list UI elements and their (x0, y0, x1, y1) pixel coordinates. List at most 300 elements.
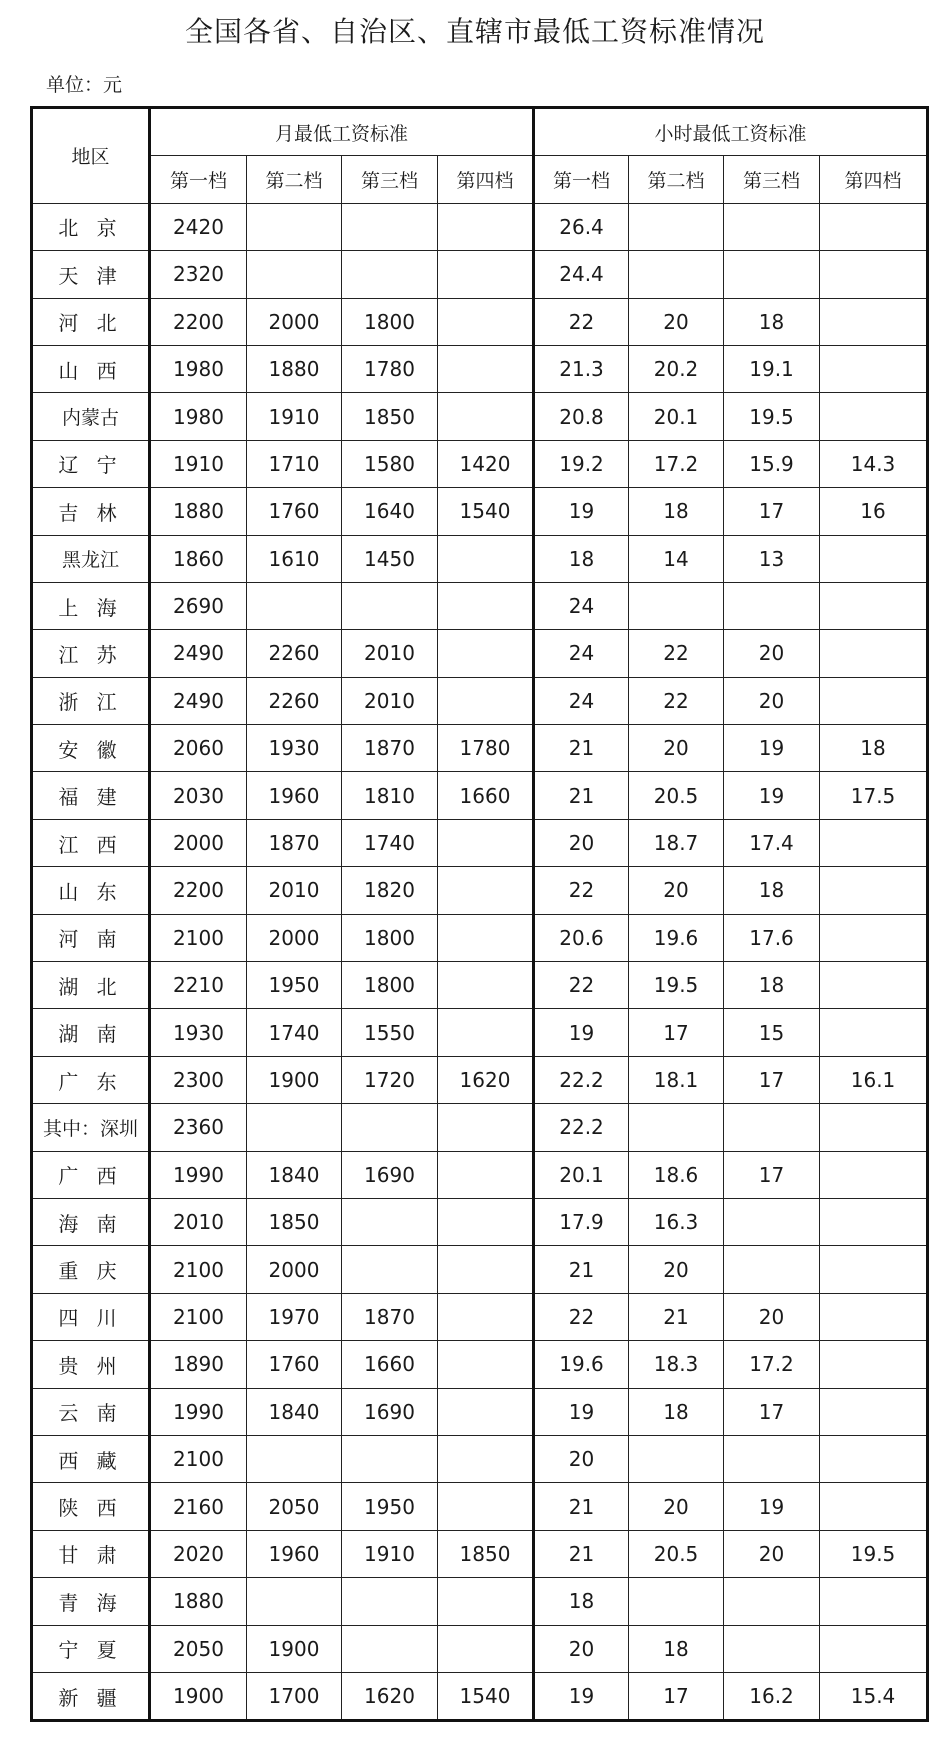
monthly-tier-1-cell: 2490 (150, 677, 247, 724)
hourly-tier-3-cell: 17.6 (724, 914, 820, 961)
monthly-tier-1-cell: 2100 (150, 1293, 247, 1340)
monthly-tier-4-cell (438, 203, 534, 250)
table-row (32, 1530, 928, 1577)
table-row (32, 914, 928, 961)
monthly-tier-3-cell: 1640 (342, 488, 438, 535)
monthly-tier-1-cell: 2210 (150, 962, 247, 1009)
hourly-tier-3-cell (724, 1198, 820, 1245)
hourly-tier-1-cell: 18 (534, 535, 629, 582)
monthly-tier-3-cell: 1550 (342, 1009, 438, 1056)
monthly-tier-2-cell: 2000 (247, 1246, 342, 1293)
region-cell: 贵 州 (32, 1341, 150, 1388)
monthly-tier-2-cell: 2000 (247, 298, 342, 345)
monthly-tier-1-cell: 2100 (150, 914, 247, 961)
header-row-top (32, 108, 928, 156)
monthly-tier-2-cell (247, 1104, 342, 1151)
monthly-tier-3-cell: 1870 (342, 725, 438, 772)
region-cell: 江 西 (32, 819, 150, 866)
region-cell: 湖 北 (32, 962, 150, 1009)
page-title: 全国各省、自治区、直辖市最低工资标准情况 (184, 15, 765, 48)
table-row (32, 298, 928, 345)
hourly-tier-4-cell (820, 1435, 928, 1482)
region-cell: 其中：深圳 (32, 1104, 150, 1151)
hourly-tier-4-cell (820, 1246, 928, 1293)
monthly-tier-4-cell (438, 1293, 534, 1340)
monthly-tier-1-cell: 2100 (150, 1435, 247, 1482)
monthly-tier-2-cell: 2260 (247, 677, 342, 724)
monthly-tier-1-cell: 2300 (150, 1056, 247, 1103)
hourly-tier-4-cell (820, 535, 928, 582)
monthly-tier-3-cell (342, 1435, 438, 1482)
hourly-tier-1-cell: 22 (534, 962, 629, 1009)
table-row (32, 1009, 928, 1056)
monthly-tier-3-cell: 1820 (342, 867, 438, 914)
hourly-tier-3-cell (724, 1246, 820, 1293)
hourly-tier-2-cell: 20 (629, 298, 724, 345)
hourly-tier-1-cell: 21 (534, 772, 629, 819)
hourly-tier-4-cell (820, 1341, 928, 1388)
hourly-tier-2-cell: 20.1 (629, 393, 724, 440)
hourly-tier-4-cell: 17.5 (820, 772, 928, 819)
hourly-tier-1-cell: 19 (534, 1388, 629, 1435)
hourly-tier-2-cell: 18 (629, 1388, 724, 1435)
monthly-tier-1-cell: 2320 (150, 251, 247, 298)
table-row (32, 1388, 928, 1435)
hourly-tier-2-cell: 18.1 (629, 1056, 724, 1103)
table-row (32, 440, 928, 487)
monthly-tier-3-cell: 1450 (342, 535, 438, 582)
hourly-tier-2-cell (629, 1435, 724, 1482)
hourly-tier-1-cell: 20.1 (534, 1151, 629, 1198)
hourly-tier-4-cell (820, 914, 928, 961)
monthly-tier-3-cell: 1850 (342, 393, 438, 440)
hourly-tier-3-cell: 18 (724, 298, 820, 345)
region-cell: 天 津 (32, 251, 150, 298)
monthly-tier-4-cell (438, 1625, 534, 1672)
region-cell: 湖 南 (32, 1009, 150, 1056)
monthly-tier-3-cell: 1870 (342, 1293, 438, 1340)
header-monthly-tier-3: 第三档 (342, 156, 438, 203)
monthly-tier-3-cell: 1910 (342, 1530, 438, 1577)
hourly-tier-4-cell (820, 298, 928, 345)
hourly-tier-3-cell: 17 (724, 1056, 820, 1103)
hourly-tier-1-cell: 24 (534, 677, 629, 724)
monthly-tier-3-cell: 1950 (342, 1483, 438, 1530)
hourly-tier-2-cell (629, 203, 724, 250)
monthly-tier-1-cell: 2200 (150, 298, 247, 345)
header-monthly-tier-4: 第四档 (438, 156, 534, 203)
monthly-tier-2-cell (247, 203, 342, 250)
hourly-tier-3-cell (724, 582, 820, 629)
monthly-tier-4-cell (438, 677, 534, 724)
monthly-tier-1-cell: 1930 (150, 1009, 247, 1056)
region-cell: 吉 林 (32, 488, 150, 535)
table-row (32, 1625, 928, 1672)
monthly-tier-4-cell (438, 1246, 534, 1293)
hourly-tier-1-cell: 19 (534, 1009, 629, 1056)
region-cell: 青 海 (32, 1578, 150, 1625)
hourly-tier-1-cell: 19.2 (534, 440, 629, 487)
monthly-tier-1-cell: 1880 (150, 1578, 247, 1625)
hourly-tier-3-cell (724, 203, 820, 250)
monthly-tier-2-cell: 2260 (247, 630, 342, 677)
hourly-tier-1-cell: 22 (534, 1293, 629, 1340)
hourly-tier-4-cell (820, 1198, 928, 1245)
hourly-tier-3-cell: 18 (724, 962, 820, 1009)
monthly-tier-2-cell: 2050 (247, 1483, 342, 1530)
table-row (32, 582, 928, 629)
hourly-tier-3-cell (724, 1435, 820, 1482)
hourly-tier-4-cell (820, 1388, 928, 1435)
monthly-tier-4-cell (438, 393, 534, 440)
table-row (32, 725, 928, 772)
hourly-tier-4-cell (820, 345, 928, 392)
table-row (32, 819, 928, 866)
hourly-tier-2-cell: 20.2 (629, 345, 724, 392)
region-cell: 河 南 (32, 914, 150, 961)
hourly-tier-2-cell: 20 (629, 1246, 724, 1293)
monthly-tier-4-cell (438, 914, 534, 961)
monthly-tier-2-cell (247, 1578, 342, 1625)
hourly-tier-1-cell: 21 (534, 1483, 629, 1530)
table-row (32, 1151, 928, 1198)
monthly-tier-2-cell: 1760 (247, 1341, 342, 1388)
monthly-tier-4-cell (438, 1341, 534, 1388)
monthly-tier-2-cell (247, 251, 342, 298)
hourly-tier-2-cell (629, 1578, 724, 1625)
monthly-tier-1-cell: 2420 (150, 203, 247, 250)
monthly-tier-3-cell: 1720 (342, 1056, 438, 1103)
monthly-tier-4-cell (438, 1435, 534, 1482)
header-row-tiers (32, 156, 928, 203)
hourly-tier-3-cell: 17.4 (724, 819, 820, 866)
monthly-tier-3-cell (342, 1625, 438, 1672)
hourly-tier-1-cell: 21 (534, 1530, 629, 1577)
table-row (32, 1341, 928, 1388)
hourly-tier-1-cell: 20.6 (534, 914, 629, 961)
monthly-tier-3-cell: 2010 (342, 677, 438, 724)
monthly-tier-1-cell: 1990 (150, 1388, 247, 1435)
hourly-tier-3-cell: 17 (724, 1151, 820, 1198)
monthly-tier-2-cell: 1960 (247, 1530, 342, 1577)
monthly-tier-3-cell: 1740 (342, 819, 438, 866)
table-row (32, 1246, 928, 1293)
hourly-tier-1-cell: 22.2 (534, 1104, 629, 1151)
hourly-tier-4-cell: 14.3 (820, 440, 928, 487)
region-cell: 河 北 (32, 298, 150, 345)
region-cell: 江 苏 (32, 630, 150, 677)
region-cell: 四 川 (32, 1293, 150, 1340)
hourly-tier-4-cell (820, 1625, 928, 1672)
monthly-tier-1-cell: 2690 (150, 582, 247, 629)
monthly-tier-2-cell: 1970 (247, 1293, 342, 1340)
hourly-tier-3-cell: 20 (724, 1293, 820, 1340)
monthly-tier-2-cell: 2010 (247, 867, 342, 914)
hourly-tier-4-cell (820, 582, 928, 629)
header-hourly-tier-4: 第四档 (820, 156, 928, 203)
hourly-tier-2-cell: 18.6 (629, 1151, 724, 1198)
monthly-tier-1-cell: 1890 (150, 1341, 247, 1388)
monthly-tier-1-cell: 2200 (150, 867, 247, 914)
hourly-tier-3-cell: 17.2 (724, 1341, 820, 1388)
monthly-tier-3-cell (342, 1104, 438, 1151)
hourly-tier-3-cell (724, 1578, 820, 1625)
table-row (32, 1578, 928, 1625)
monthly-tier-2-cell: 1880 (247, 345, 342, 392)
hourly-tier-2-cell: 16.3 (629, 1198, 724, 1245)
monthly-tier-4-cell (438, 1009, 534, 1056)
table-row (32, 1198, 928, 1245)
monthly-tier-4-cell (438, 298, 534, 345)
header-monthly: 月最低工资标准 (150, 108, 534, 156)
monthly-tier-1-cell: 2100 (150, 1246, 247, 1293)
monthly-tier-2-cell (247, 582, 342, 629)
table-row (32, 677, 928, 724)
monthly-tier-1-cell: 2010 (150, 1198, 247, 1245)
table-row (32, 962, 928, 1009)
monthly-tier-1-cell: 2160 (150, 1483, 247, 1530)
monthly-tier-1-cell: 1880 (150, 488, 247, 535)
monthly-tier-3-cell: 1690 (342, 1151, 438, 1198)
monthly-tier-3-cell: 1800 (342, 298, 438, 345)
table-body (32, 203, 928, 1721)
hourly-tier-1-cell: 24 (534, 630, 629, 677)
monthly-tier-1-cell: 2030 (150, 772, 247, 819)
monthly-tier-4-cell: 1540 (438, 488, 534, 535)
hourly-tier-2-cell: 20.5 (629, 772, 724, 819)
hourly-tier-1-cell: 21.3 (534, 345, 629, 392)
hourly-tier-3-cell (724, 1625, 820, 1672)
region-cell: 新 疆 (32, 1672, 150, 1720)
region-cell: 浙 江 (32, 677, 150, 724)
hourly-tier-1-cell: 20 (534, 1435, 629, 1482)
hourly-tier-4-cell (820, 962, 928, 1009)
hourly-tier-2-cell: 18.3 (629, 1341, 724, 1388)
hourly-tier-2-cell (629, 251, 724, 298)
region-cell: 云 南 (32, 1388, 150, 1435)
monthly-tier-4-cell (438, 1104, 534, 1151)
hourly-tier-3-cell: 20 (724, 1530, 820, 1577)
hourly-tier-4-cell (820, 630, 928, 677)
monthly-tier-3-cell: 1780 (342, 345, 438, 392)
header-hourly-tier-3: 第三档 (724, 156, 820, 203)
monthly-tier-4-cell (438, 630, 534, 677)
monthly-tier-4-cell (438, 819, 534, 866)
hourly-tier-4-cell: 16 (820, 488, 928, 535)
hourly-tier-4-cell (820, 393, 928, 440)
monthly-tier-1-cell: 1910 (150, 440, 247, 487)
monthly-tier-2-cell: 1700 (247, 1672, 342, 1720)
hourly-tier-2-cell (629, 1104, 724, 1151)
region-cell: 重 庆 (32, 1246, 150, 1293)
hourly-tier-1-cell: 19 (534, 1672, 629, 1720)
table-row (32, 630, 928, 677)
hourly-tier-2-cell: 19.6 (629, 914, 724, 961)
hourly-tier-1-cell: 22.2 (534, 1056, 629, 1103)
region-cell: 广 西 (32, 1151, 150, 1198)
monthly-tier-3-cell (342, 203, 438, 250)
header-region: 地区 (32, 108, 150, 204)
region-cell: 甘 肃 (32, 1530, 150, 1577)
monthly-tier-2-cell: 1840 (247, 1388, 342, 1435)
hourly-tier-2-cell: 17 (629, 1009, 724, 1056)
monthly-tier-3-cell: 1800 (342, 962, 438, 1009)
monthly-tier-3-cell: 1660 (342, 1341, 438, 1388)
hourly-tier-2-cell: 18 (629, 488, 724, 535)
monthly-tier-4-cell (438, 1578, 534, 1625)
hourly-tier-4-cell (820, 1483, 928, 1530)
monthly-tier-2-cell: 1960 (247, 772, 342, 819)
hourly-tier-4-cell (820, 867, 928, 914)
hourly-tier-2-cell (629, 582, 724, 629)
hourly-tier-1-cell: 17.9 (534, 1198, 629, 1245)
region-cell: 内蒙古 (32, 393, 150, 440)
region-cell: 西 藏 (32, 1435, 150, 1482)
hourly-tier-4-cell (820, 677, 928, 724)
monthly-tier-2-cell: 1760 (247, 488, 342, 535)
hourly-tier-4-cell (820, 1293, 928, 1340)
hourly-tier-4-cell (820, 251, 928, 298)
hourly-tier-2-cell: 17 (629, 1672, 724, 1720)
table-row (32, 1672, 928, 1720)
monthly-tier-3-cell: 1800 (342, 914, 438, 961)
monthly-tier-2-cell: 2000 (247, 914, 342, 961)
monthly-tier-4-cell (438, 345, 534, 392)
monthly-tier-3-cell (342, 1198, 438, 1245)
hourly-tier-4-cell: 19.5 (820, 1530, 928, 1577)
hourly-tier-4-cell (820, 1009, 928, 1056)
hourly-tier-2-cell: 17.2 (629, 440, 724, 487)
hourly-tier-4-cell (820, 819, 928, 866)
monthly-tier-1-cell: 2490 (150, 630, 247, 677)
monthly-tier-3-cell: 1580 (342, 440, 438, 487)
monthly-tier-2-cell: 1850 (247, 1198, 342, 1245)
region-cell: 陕 西 (32, 1483, 150, 1530)
hourly-tier-3-cell (724, 1104, 820, 1151)
monthly-tier-2-cell: 1740 (247, 1009, 342, 1056)
monthly-tier-1-cell: 2050 (150, 1625, 247, 1672)
hourly-tier-3-cell: 13 (724, 535, 820, 582)
monthly-tier-3-cell (342, 1246, 438, 1293)
monthly-tier-1-cell: 1860 (150, 535, 247, 582)
hourly-tier-3-cell: 17 (724, 488, 820, 535)
hourly-tier-3-cell: 20 (724, 677, 820, 724)
region-cell: 广 东 (32, 1056, 150, 1103)
monthly-tier-4-cell (438, 867, 534, 914)
hourly-tier-1-cell: 20.8 (534, 393, 629, 440)
monthly-tier-3-cell: 1620 (342, 1672, 438, 1720)
monthly-tier-4-cell: 1620 (438, 1056, 534, 1103)
hourly-tier-4-cell (820, 1151, 928, 1198)
hourly-tier-2-cell: 18 (629, 1625, 724, 1672)
monthly-tier-1-cell: 1990 (150, 1151, 247, 1198)
hourly-tier-2-cell: 20 (629, 725, 724, 772)
hourly-tier-2-cell: 20 (629, 1483, 724, 1530)
hourly-tier-4-cell (820, 1104, 928, 1151)
hourly-tier-3-cell: 15.9 (724, 440, 820, 487)
header-hourly-tier-1: 第一档 (534, 156, 629, 203)
region-cell: 海 南 (32, 1198, 150, 1245)
region-cell: 福 建 (32, 772, 150, 819)
hourly-tier-3-cell: 19.1 (724, 345, 820, 392)
table-row (32, 488, 928, 535)
region-cell: 宁 夏 (32, 1625, 150, 1672)
header-hourly: 小时最低工资标准 (534, 108, 928, 156)
hourly-tier-3-cell: 19 (724, 1483, 820, 1530)
monthly-tier-3-cell (342, 582, 438, 629)
region-cell: 上 海 (32, 582, 150, 629)
table-row (32, 867, 928, 914)
monthly-tier-4-cell: 1660 (438, 772, 534, 819)
monthly-tier-2-cell: 1840 (247, 1151, 342, 1198)
monthly-tier-4-cell (438, 1483, 534, 1530)
monthly-tier-4-cell: 1850 (438, 1530, 534, 1577)
monthly-tier-1-cell: 1980 (150, 393, 247, 440)
hourly-tier-1-cell: 22 (534, 298, 629, 345)
minimum-wage-table (30, 106, 929, 1722)
monthly-tier-2-cell: 1910 (247, 393, 342, 440)
region-cell: 山 西 (32, 345, 150, 392)
hourly-tier-3-cell: 17 (724, 1388, 820, 1435)
hourly-tier-4-cell: 16.1 (820, 1056, 928, 1103)
monthly-tier-4-cell: 1540 (438, 1672, 534, 1720)
hourly-tier-2-cell: 22 (629, 630, 724, 677)
hourly-tier-2-cell: 21 (629, 1293, 724, 1340)
monthly-tier-1-cell: 1900 (150, 1672, 247, 1720)
hourly-tier-1-cell: 21 (534, 725, 629, 772)
hourly-tier-4-cell (820, 203, 928, 250)
monthly-tier-2-cell: 1950 (247, 962, 342, 1009)
monthly-tier-1-cell: 2060 (150, 725, 247, 772)
monthly-tier-2-cell (247, 1435, 342, 1482)
region-cell: 安 徽 (32, 725, 150, 772)
hourly-tier-1-cell: 26.4 (534, 203, 629, 250)
monthly-tier-1-cell: 2020 (150, 1530, 247, 1577)
region-cell: 辽 宁 (32, 440, 150, 487)
monthly-tier-4-cell (438, 582, 534, 629)
monthly-tier-2-cell: 1900 (247, 1625, 342, 1672)
header-hourly-tier-2: 第二档 (629, 156, 724, 203)
hourly-tier-2-cell: 20 (629, 867, 724, 914)
monthly-tier-3-cell: 1810 (342, 772, 438, 819)
hourly-tier-3-cell: 20 (724, 630, 820, 677)
table-row (32, 251, 928, 298)
table-row (32, 1483, 928, 1530)
monthly-tier-4-cell (438, 1151, 534, 1198)
hourly-tier-2-cell: 22 (629, 677, 724, 724)
hourly-tier-3-cell (724, 251, 820, 298)
table-row (32, 1104, 928, 1151)
hourly-tier-4-cell: 18 (820, 725, 928, 772)
hourly-tier-3-cell: 18 (724, 867, 820, 914)
region-cell: 黑龙江 (32, 535, 150, 582)
hourly-tier-3-cell: 19 (724, 772, 820, 819)
monthly-tier-2-cell: 1610 (247, 535, 342, 582)
monthly-tier-3-cell: 2010 (342, 630, 438, 677)
hourly-tier-1-cell: 21 (534, 1246, 629, 1293)
hourly-tier-1-cell: 19.6 (534, 1341, 629, 1388)
monthly-tier-2-cell: 1710 (247, 440, 342, 487)
table-row (32, 203, 928, 250)
hourly-tier-4-cell (820, 1578, 928, 1625)
hourly-tier-3-cell: 16.2 (724, 1672, 820, 1720)
hourly-tier-4-cell: 15.4 (820, 1672, 928, 1720)
hourly-tier-1-cell: 18 (534, 1578, 629, 1625)
monthly-tier-4-cell (438, 535, 534, 582)
monthly-tier-3-cell (342, 1578, 438, 1625)
monthly-tier-4-cell: 1420 (438, 440, 534, 487)
hourly-tier-3-cell: 15 (724, 1009, 820, 1056)
